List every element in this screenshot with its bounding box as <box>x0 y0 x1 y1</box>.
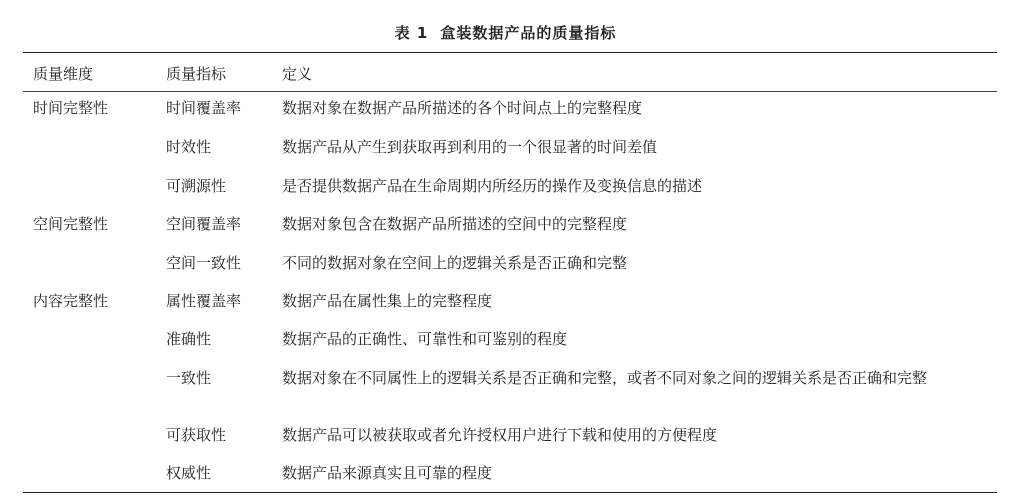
table-number: 表 1 <box>394 24 429 42</box>
row-definition: 数据产品在属性集上的完整程度 <box>282 292 493 310</box>
row-definition: 数据对象在不同属性上的逻辑关系是否正确和完整，或者不同对象之间的逻辑关系是否正确和完整 <box>282 369 928 387</box>
header-indicator: 质量指标 <box>166 65 227 83</box>
row-indicator: 可获取性 <box>166 426 227 444</box>
row-indicator: 空间覆盖率 <box>166 215 242 233</box>
row-definition: 数据对象在数据产品所描述的各个时间点上的完整程度 <box>282 99 643 117</box>
row-indicator: 一致性 <box>166 369 212 387</box>
row-definition: 数据对象包含在数据产品所描述的空间中的完整程度 <box>282 215 628 233</box>
table-header-rule <box>23 91 997 92</box>
row-definition: 是否提供数据产品在生命周期内所经历的操作及变换信息的描述 <box>282 177 703 195</box>
row-indicator: 可溯源性 <box>166 177 227 195</box>
table-caption <box>0 22 1011 43</box>
row-indicator: 时间覆盖率 <box>166 99 242 117</box>
row-dimension: 时间完整性 <box>33 99 109 117</box>
row-indicator: 空间一致性 <box>166 254 242 272</box>
header-dimension: 质量维度 <box>33 65 94 83</box>
header-definition: 定义 <box>282 65 313 83</box>
table-title: 盒装数据产品的质量指标 <box>440 24 617 42</box>
row-dimension: 内容完整性 <box>33 292 109 310</box>
table-top-rule <box>23 52 997 53</box>
row-indicator: 准确性 <box>166 330 212 348</box>
row-definition: 数据产品的正确性、可靠性和可鉴别的程度 <box>282 330 568 348</box>
table-bottom-rule <box>23 492 997 493</box>
row-definition: 数据产品可以被获取或者允许授权用户进行下载和使用的方便程度 <box>282 426 718 444</box>
row-definition: 数据产品来源真实且可靠的程度 <box>282 464 493 482</box>
row-definition: 数据产品从产生到获取再到利用的一个很显著的时间差值 <box>282 138 658 156</box>
row-indicator: 时效性 <box>166 138 212 156</box>
row-indicator: 属性覆盖率 <box>166 292 242 310</box>
row-dimension: 空间完整性 <box>33 215 109 233</box>
row-indicator: 权威性 <box>166 464 212 482</box>
row-definition: 不同的数据对象在空间上的逻辑关系是否正确和完整 <box>282 254 628 272</box>
